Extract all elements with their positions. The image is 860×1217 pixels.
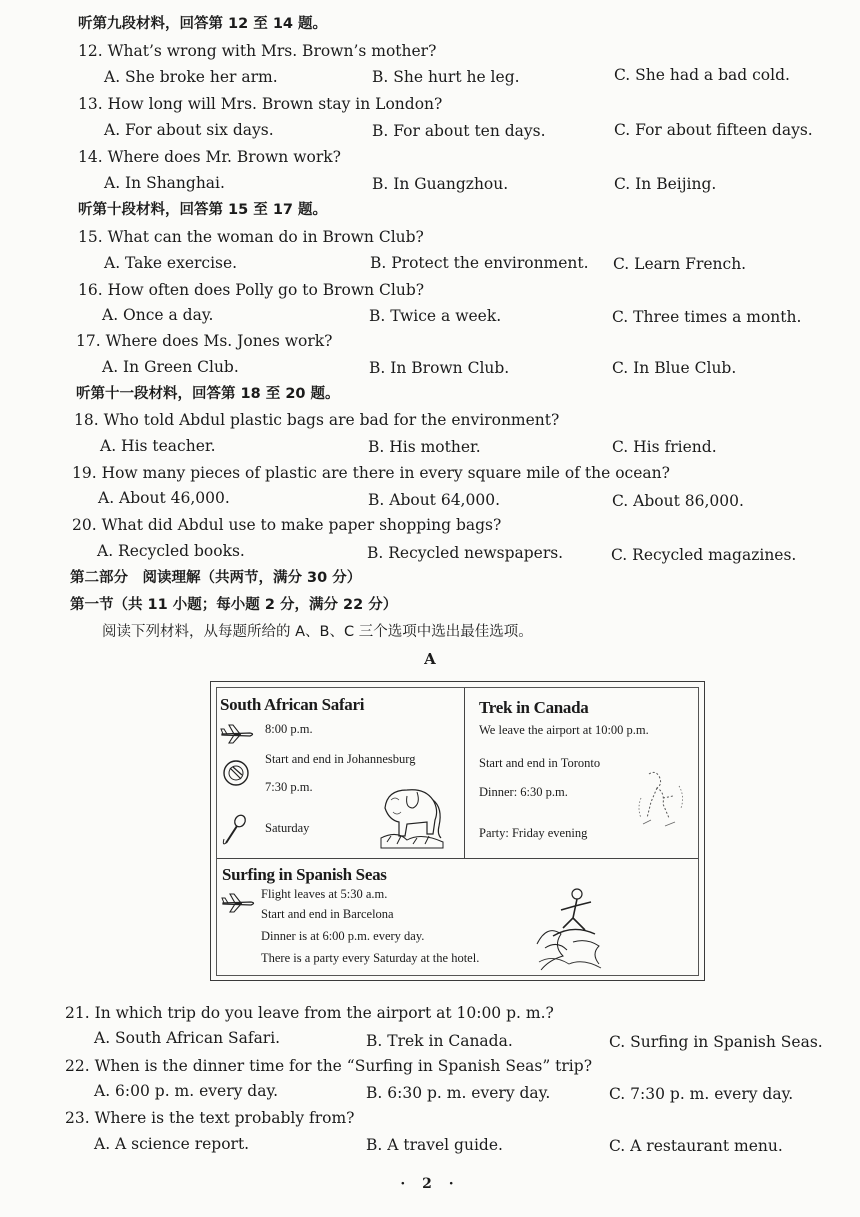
- question-22: 22. When is the dinner time for the “Surfing in Spanish Seas” trip?: [65, 1057, 592, 1075]
- option-23-b: B. A travel guide.: [366, 1136, 503, 1154]
- question-15: 15. What can the woman do in Brown Club?: [78, 228, 424, 246]
- dinner-plate-icon: [221, 758, 251, 793]
- option-13-a: A. For about six days.: [104, 121, 274, 139]
- canada-line4: Party: Friday evening: [479, 826, 588, 840]
- option-13-c: C. For about fifteen days.: [614, 121, 813, 139]
- option-14-b: B. In Guangzhou.: [372, 175, 509, 193]
- ad-divider: [464, 688, 465, 858]
- section-title: 第一节（共 11 小题；每小题 2 分，满分 22 分）: [70, 597, 398, 613]
- option-18-c: C. His friend.: [612, 438, 717, 456]
- canada-title: Trek in Canada: [479, 698, 589, 717]
- option-12-b: B. She hurt he leg.: [372, 68, 520, 86]
- airplane-icon: [220, 723, 256, 750]
- safari-line3: 7:30 p.m.: [265, 780, 313, 794]
- question-13: 13. How long will Mrs. Brown stay in London?: [78, 95, 443, 113]
- question-14: 14. Where does Mr. Brown work?: [78, 148, 341, 166]
- section-heading: 听第九段材料，回答第 12 至 14 题。: [78, 16, 328, 32]
- option-15-c: C. Learn French.: [613, 255, 747, 273]
- part-title: 第二部分 阅读理解（共两节，满分 30 分）: [70, 570, 362, 586]
- option-23-c: C. A restaurant menu.: [609, 1137, 783, 1155]
- option-12-c: C. She had a bad cold.: [614, 66, 790, 84]
- canada-line1: We leave the airport at 10:00 p.m.: [479, 723, 649, 737]
- option-18-b: B. His mother.: [368, 438, 481, 456]
- option-19-b: B. About 64,000.: [368, 491, 500, 509]
- spanish-title: Surfing in Spanish Seas: [222, 865, 387, 884]
- travel-ad: [210, 681, 705, 981]
- spanish-line4: There is a party every Saturday at the hotel.: [261, 951, 480, 965]
- option-14-a: A. In Shanghai.: [104, 174, 225, 192]
- option-21-b: B. Trek in Canada.: [366, 1032, 513, 1050]
- option-21-c: C. Surfing in Spanish Seas.: [609, 1033, 823, 1051]
- option-17-b: B. In Brown Club.: [369, 359, 510, 377]
- question-20: 20. What did Abdul use to make paper shopping bags?: [72, 516, 502, 534]
- option-19-a: A. About 46,000.: [98, 489, 230, 507]
- option-20-a: A. Recycled books.: [97, 542, 245, 560]
- canada-line3: Dinner: 6:30 p.m.: [479, 785, 568, 799]
- safari-line1: 8:00 p.m.: [265, 722, 313, 736]
- option-13-b: B. For about ten days.: [372, 122, 546, 140]
- option-16-a: A. Once a day.: [102, 306, 214, 324]
- option-15-a: A. Take exercise.: [104, 254, 238, 272]
- canada-line2: Start and end in Toronto: [479, 756, 601, 770]
- option-12-a: A. She broke her arm.: [104, 68, 278, 86]
- section-heading: 听第十段材料，回答第 15 至 17 题。: [78, 202, 328, 218]
- section-heading: 听第十一段材料，回答第 18 至 20 题。: [76, 386, 340, 402]
- spanish-line2: Start and end in Barcelona: [261, 907, 394, 921]
- page-number: · 2 ·: [400, 1176, 460, 1192]
- question-21: 21. In which trip do you leave from the airport at 10:00 p. m.?: [65, 1004, 554, 1022]
- surfer-illustration: [533, 884, 605, 979]
- option-16-b: B. Twice a week.: [369, 307, 502, 325]
- option-19-c: C. About 86,000.: [612, 492, 744, 510]
- option-20-b: B. Recycled newspapers.: [367, 544, 564, 562]
- passage-letter: A: [424, 650, 436, 668]
- airplane-icon: [221, 892, 257, 919]
- safari-line2: Start and end in Johannesburg: [265, 752, 416, 766]
- option-20-c: C. Recycled magazines.: [611, 546, 797, 564]
- question-18: 18. Who told Abdul plastic bags are bad for the environment?: [74, 411, 560, 429]
- ad-divider: [217, 858, 698, 859]
- question-16: 16. How often does Polly go to Brown Club?: [78, 281, 425, 299]
- option-21-a: A. South African Safari.: [94, 1029, 281, 1047]
- option-16-c: C. Three times a month.: [612, 308, 802, 326]
- spanish-line3: Dinner is at 6:00 p.m. every day.: [261, 929, 425, 943]
- question-23: 23. Where is the text probably from?: [65, 1109, 355, 1127]
- option-14-c: C. In Beijing.: [614, 175, 717, 193]
- spanish-line1: Flight leaves at 5:30 a.m.: [261, 887, 388, 901]
- hiker-illustration: [629, 768, 691, 837]
- option-15-b: B. Protect the environment.: [370, 254, 589, 272]
- elephant-illustration: [377, 778, 447, 855]
- instruction: 阅读下列材料，从每题所给的 A、B、C 三个选项中选出最佳选项。: [102, 624, 533, 640]
- microphone-icon: [220, 813, 248, 852]
- option-23-a: A. A science report.: [94, 1135, 250, 1153]
- option-17-c: C. In Blue Club.: [612, 359, 737, 377]
- question-19: 19. How many pieces of plastic are there in every square mile of the ocean?: [72, 464, 670, 482]
- question-12: 12. What’s wrong with Mrs. Brown’s mother?: [78, 42, 437, 60]
- ad-frame: [216, 687, 699, 976]
- option-18-a: A. His teacher.: [100, 437, 216, 455]
- question-17: 17. Where does Ms. Jones work?: [76, 332, 333, 350]
- option-22-a: A. 6:00 p. m. every day.: [94, 1082, 279, 1100]
- safari-line4: Saturday: [265, 821, 310, 835]
- safari-title: South African Safari: [220, 695, 365, 714]
- option-22-b: B. 6:30 p. m. every day.: [366, 1084, 551, 1102]
- option-17-a: A. In Green Club.: [102, 358, 239, 376]
- option-22-c: C. 7:30 p. m. every day.: [609, 1085, 794, 1103]
